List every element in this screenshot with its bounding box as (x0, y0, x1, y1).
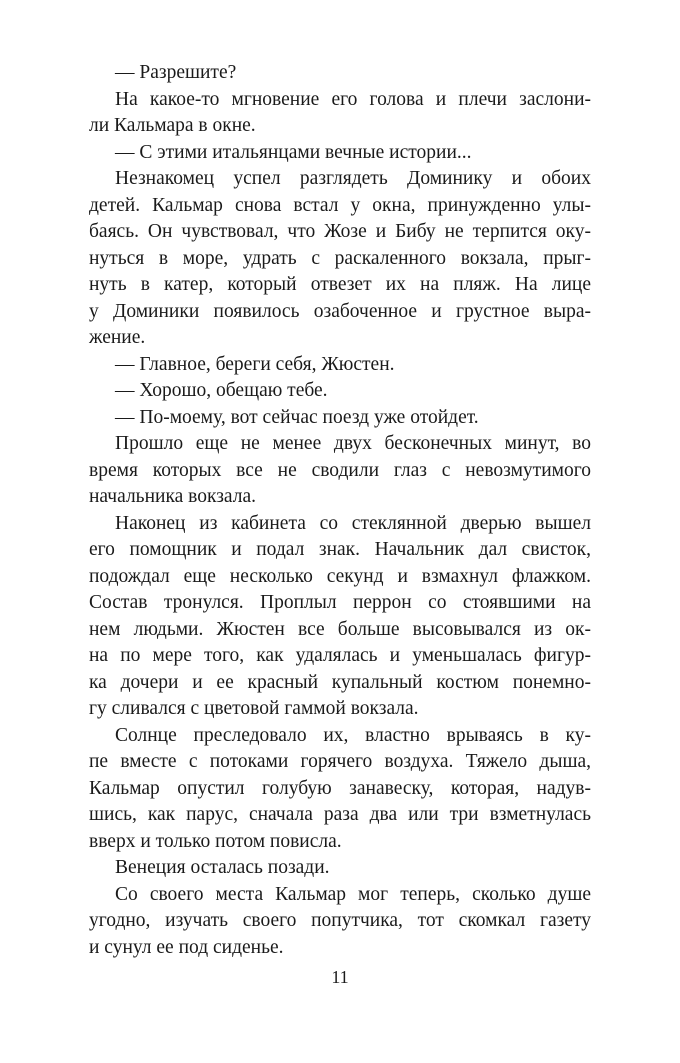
paragraph (89, 166, 591, 352)
paragraph (89, 511, 591, 723)
paragraph (89, 431, 591, 511)
text-line: начальника вокзала. (89, 486, 256, 507)
paragraph (89, 140, 591, 167)
paragraph (89, 60, 591, 87)
text-line: пе вместе с потоками горячего воздуха. Тяжело дыша, (89, 751, 591, 772)
text-line: у Доминики появилось озабоченное и грустное выра- (89, 300, 591, 322)
text-line: Со своего места Кальмар мог теперь, сколько душе (115, 883, 591, 905)
text-line: вверх и только потом повисла. (89, 830, 342, 852)
paragraph (89, 723, 591, 856)
paragraph (89, 882, 591, 962)
text-line: Состав тронулся. Проплыл перрон со стоявшими на (89, 592, 591, 613)
text-line: — Хорошо, обещаю тебе. (115, 380, 328, 401)
text-line: угодно, изучать своего попутчика, тот скомкал газету (89, 910, 591, 931)
text-line: нем людьми. Жюстен все больше высовывался из ок- (89, 618, 591, 640)
text-line: детей. Кальмар снова встал у окна, принужденно улы- (89, 194, 591, 216)
text-line: Незнакомец успел разглядеть Доминику и обоих (115, 168, 591, 189)
text-line: ка дочери и ее красный купальный костюм понемно- (89, 671, 591, 693)
text-line: Солнце преследовало их, властно врываясь в ку- (115, 724, 591, 746)
text-line: — С этими итальянцами вечные истории... (115, 141, 472, 163)
text-line: подождал еще несколько секунд и взмахнул флажком. (89, 565, 591, 587)
text-line: на по мере того, как удалялась и уменьшалась фигур- (89, 645, 591, 666)
text-line: ли Кальмара в окне. (89, 115, 256, 136)
paragraph (89, 87, 591, 140)
text-line: его помощник и подал знак. Начальник дал свисток, (89, 539, 591, 560)
text-line: нуться в море, удрать с раскаленного вокзала, прыг- (89, 247, 591, 269)
text-line: время которых все не сводили глаз с невозмутимого (89, 459, 591, 481)
text-line: Прошло еще не менее двух бесконечных минут, во (115, 433, 591, 454)
paragraph (89, 855, 591, 882)
text-line: Наконец из кабинета со стеклянной дверью вышел (115, 512, 591, 534)
text-line: — По-моему, вот сейчас поезд уже отойдет. (115, 406, 479, 428)
text-line: шись, как парус, сначала раза два или три взметнулась (89, 804, 591, 825)
paragraph (89, 405, 591, 432)
text-line: баясь. Он чувствовал, что Жозе и Бибу не терпится оку- (89, 221, 591, 242)
text-line: и сунул ее под сиденье. (89, 936, 284, 958)
page-number: 11 (331, 967, 349, 987)
paragraph (89, 378, 591, 405)
text-line: — Главное, береги себя, Жюстен. (115, 353, 395, 375)
text-line: — Разрешите? (115, 62, 237, 83)
text-line: Венеция осталась позади. (115, 857, 330, 878)
paragraph (89, 352, 591, 379)
text-line: гу сливался с цветовой гаммой вокзала. (89, 698, 419, 719)
text-line: Кальмар опустил голубую занавеску, которая, надув- (89, 777, 591, 799)
body-text (89, 60, 591, 961)
text-line: На какое-то мгновение его голова и плечи заслони- (115, 88, 591, 110)
text-line: нуть в катер, который отвезет их на пляж. На лице (89, 274, 591, 295)
text-line: жение. (89, 327, 146, 348)
